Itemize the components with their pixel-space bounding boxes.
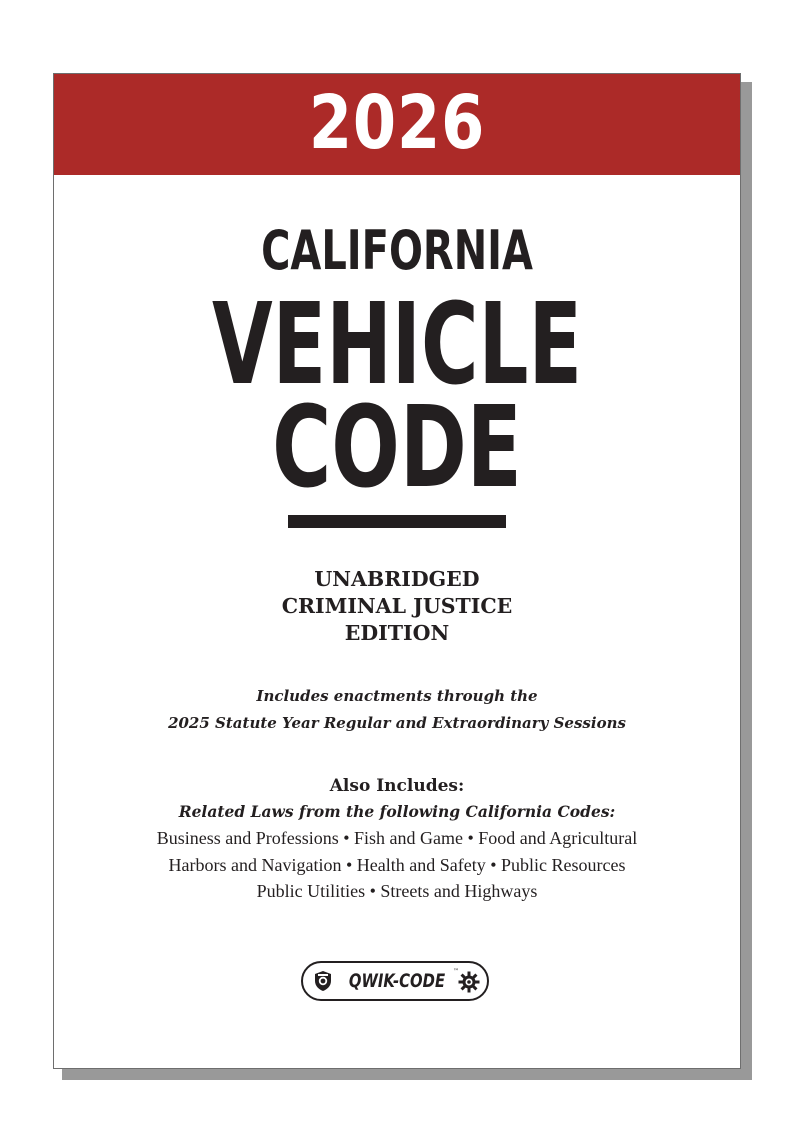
- year-banner: [54, 74, 740, 175]
- enactments-line-2: 2025 Statute Year Regular and Extraordinary Sessions: [168, 714, 626, 732]
- related-codes-list: [54, 825, 740, 905]
- enactments-note: [54, 683, 740, 737]
- police-badge-icon: [312, 970, 334, 992]
- title-underline: [288, 515, 506, 528]
- edition-line-3: EDITION: [344, 621, 450, 645]
- edition-line-2: CRIMINAL JUSTICE: [281, 594, 513, 618]
- enactments-line-1: Includes enactments through the: [256, 687, 538, 705]
- edition-line-1: UNABRIDGED: [314, 567, 480, 591]
- book-cover: [53, 73, 741, 1069]
- title-code: CODE: [272, 383, 522, 513]
- trademark-symbol: ™: [453, 968, 459, 975]
- also-includes-heading: Also Includes:: [329, 776, 465, 796]
- qwik-code-logo: [301, 961, 489, 1001]
- edition-year: 2026: [308, 80, 486, 166]
- logo-wordmark: QWIK-CODE: [348, 970, 446, 992]
- related-laws-subheading: Related Laws from the following California Codes:: [178, 802, 616, 821]
- title-vehicle: VEHICLE: [211, 280, 583, 410]
- title-state: CALIFORNIA: [261, 219, 533, 282]
- related-codes-line-3: Public Utilities • Streets and Highways: [256, 881, 538, 901]
- related-codes-line-1: Business and Professions • Fish and Game • Food and Agricultural: [156, 828, 638, 848]
- gear-icon: [458, 971, 480, 993]
- related-codes-line-2: Harbors and Navigation • Health and Safety • Public Resources: [168, 854, 626, 875]
- edition-block: [54, 566, 740, 647]
